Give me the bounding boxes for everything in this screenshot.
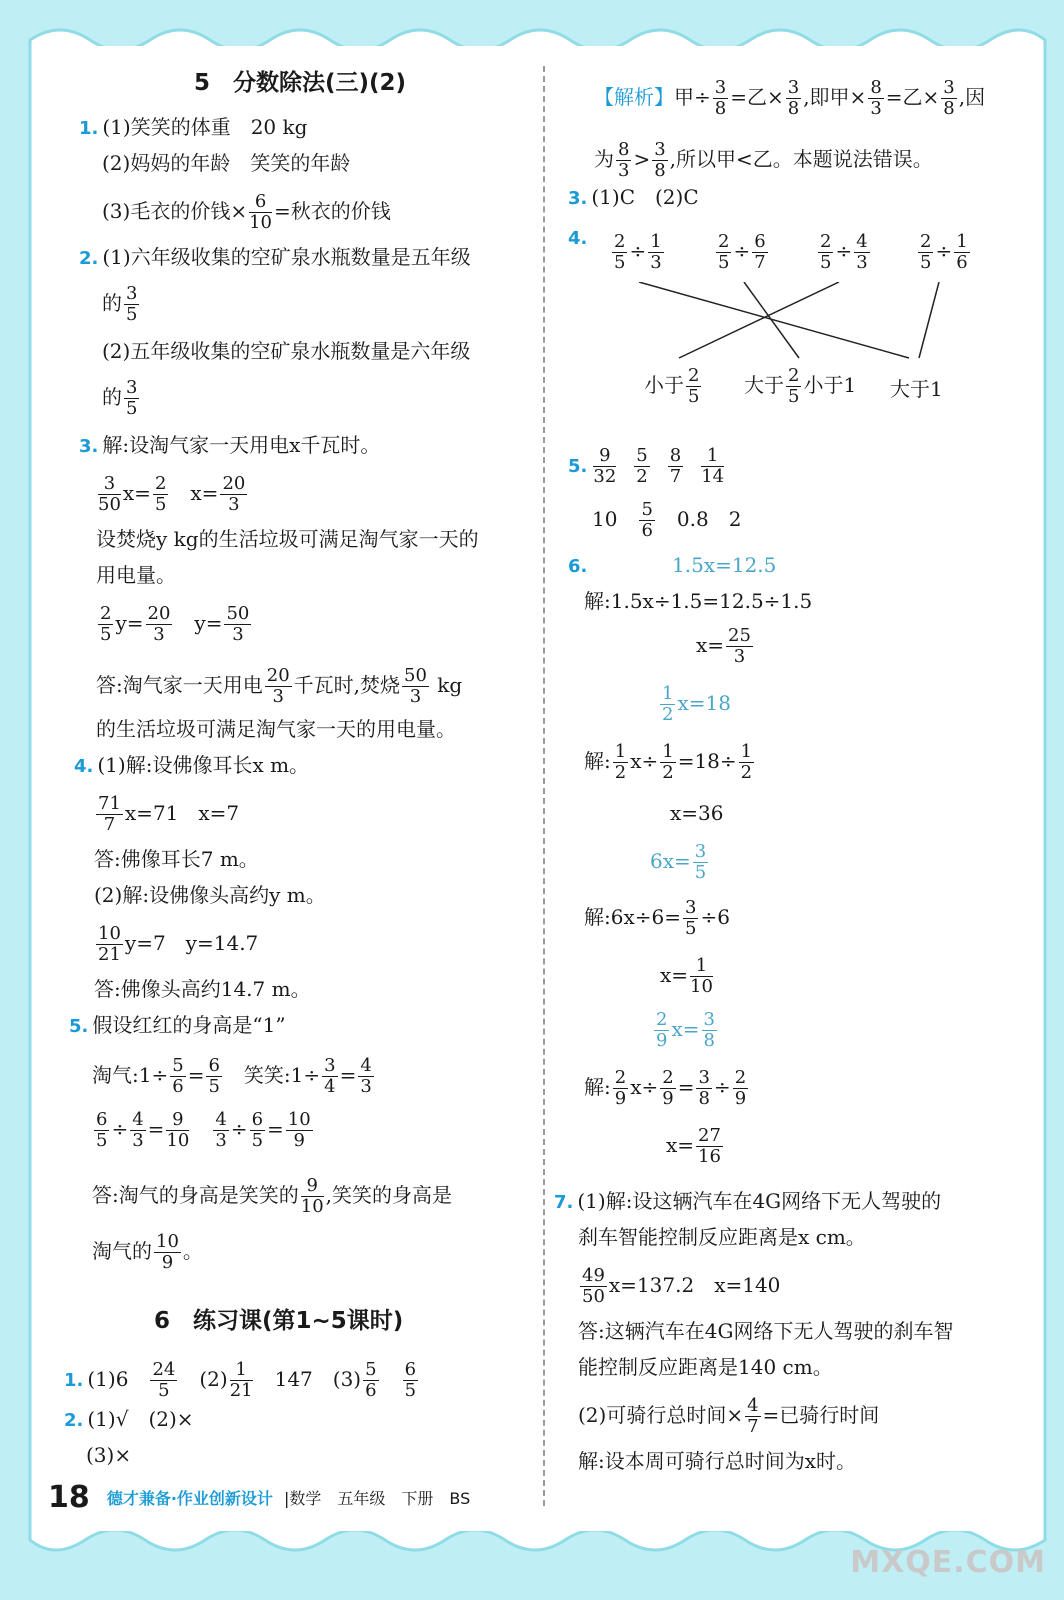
q4-expression: $\frac{2}{5}$ ÷ $\frac{1}{3}$ bbox=[614, 231, 662, 273]
page-footer bbox=[48, 1480, 470, 1520]
q6-step3: 解:6x÷6= $\frac{3}{5}$ ÷6 bbox=[584, 897, 730, 939]
q4-line2: (2)解:设佛像头高约y m。 bbox=[94, 883, 326, 907]
section-title: 5 分数除法(三)(2) bbox=[194, 70, 407, 96]
q6-result4: x= $\frac{27}{16}$ bbox=[666, 1125, 721, 1167]
q3-eq2: $\frac{2}{5}$ y= $\frac{20}{3}$ y= $\frac{50}{3}$ bbox=[100, 603, 250, 645]
s6-q1: 1. (1)6 $\frac{24}{5}$ (2) $\frac{1}{21}$ 147 (3) $\frac{5}{6}$ $\frac{6}{5}$ bbox=[64, 1359, 417, 1401]
match-line-3 bbox=[679, 282, 839, 358]
q3-right: 3. (1)C (2)C bbox=[568, 185, 699, 209]
s6-q2-line2: (3)× bbox=[86, 1443, 132, 1467]
q7-answer1: 答:这辆汽车在4G网络下无人驾驶的刹车智 bbox=[578, 1319, 954, 1343]
q6-result2: x=36 bbox=[670, 801, 724, 825]
match-line-2 bbox=[744, 282, 799, 358]
q2-line3: (2)五年级收集的空矿泉水瓶数量是六年级 bbox=[102, 339, 471, 363]
q7-part2: (2)可骑行总时间× $\frac{4}{7}$ =已骑行时间 bbox=[578, 1395, 880, 1437]
q7-line1: 7. (1)解:设这辆汽车在4G网络下无人驾驶的 bbox=[554, 1189, 942, 1213]
page-number: 18 bbox=[48, 1480, 90, 1515]
q1-line3: (3)毛衣的价钱× $\frac{6}{10}$ =秋衣的价钱 bbox=[102, 191, 391, 233]
q6-hint2: $\frac{1}{2}$ x=18 bbox=[662, 683, 731, 725]
q3-line2: 设焚烧y kg的生活垃圾可满足淘气家一天的 bbox=[96, 527, 479, 551]
q5-line3: $\frac{6}{5}$ ÷ $\frac{4}{3}$ = $\frac{9}{10}$ $\frac{4}{3}$ ÷ $\frac{6}{5}$ = $\frac{10}{9}$ bbox=[96, 1109, 311, 1151]
q4-expression: $\frac{2}{5}$ ÷ $\frac{6}{7}$ bbox=[718, 231, 766, 273]
q6-hint4: $\frac{2}{9}$ x= $\frac{3}{8}$ bbox=[656, 1009, 715, 1051]
q4-eq2: $\frac{10}{21}$ y=7 y=14.7 bbox=[98, 923, 259, 965]
q2-line1: 2. (1)六年级收集的空矿泉水瓶数量是五年级 bbox=[79, 245, 471, 269]
matching-lines bbox=[634, 282, 964, 372]
match-line-1 bbox=[639, 282, 909, 358]
q6-step2: 解: $\frac{1}{2}$ x÷ $\frac{1}{2}$ =18÷ $\frac{1}{2}$ bbox=[584, 741, 753, 783]
brand-name: 德才兼备·作业创新设计 bbox=[106, 1489, 273, 1508]
q3-line3: 用电量。 bbox=[96, 563, 176, 587]
q3-answer2: 的生活垃圾可满足淘气家一天的用电量。 bbox=[96, 717, 456, 741]
q1-line2: (2)妈妈的年龄 笑笑的年龄 bbox=[102, 151, 351, 175]
q5-line1: 5. 假设红红的身高是“1” bbox=[69, 1013, 286, 1037]
category-between: 大于 $\frac{2}{5}$ 小于1 bbox=[744, 365, 857, 407]
book-meta: |数学 五年级 下册 BS bbox=[284, 1489, 471, 1508]
q5-fraction: $\frac{8}{7}$ bbox=[669, 445, 682, 487]
q4-line1: 4. (1)解:设佛像耳长x m。 bbox=[74, 753, 310, 777]
match-line-4 bbox=[919, 282, 939, 358]
q5-right-row2: 10 $\frac{5}{6}$ 0.8 2 bbox=[592, 499, 742, 541]
q5-fraction: $\frac{5}{2}$ bbox=[636, 445, 648, 487]
q4-expression: $\frac{2}{5}$ ÷ $\frac{4}{3}$ bbox=[820, 231, 868, 273]
q7-answer2: 能控制反应距离是140 cm。 bbox=[578, 1355, 833, 1379]
watermark: MXQE.COM bbox=[850, 1545, 1046, 1580]
q7-eq: $\frac{49}{50}$ x=137.2 x=140 bbox=[582, 1265, 781, 1307]
q6-result1: x= $\frac{25}{3}$ bbox=[696, 625, 751, 667]
q7-part2-solution: 解:设本周可骑行总时间为x时。 bbox=[578, 1449, 857, 1473]
q4-right-num: 4. bbox=[568, 228, 588, 249]
q5-answer1: 答:淘气的身高是笑笑的 $\frac{9}{10}$ ,笑笑的身高是 bbox=[92, 1175, 453, 1217]
q3-line1: 3. 解:设淘气家一天用电x千瓦时。 bbox=[79, 433, 381, 457]
q5-fraction: $\frac{9}{32}$ bbox=[593, 445, 617, 487]
s6-q2-line1: 2. (1)√ (2)× bbox=[64, 1407, 194, 1431]
q6-result3: x= $\frac{1}{10}$ bbox=[660, 955, 713, 997]
q4-answer2: 答:佛像头高约14.7 m。 bbox=[94, 977, 311, 1001]
q4-expression: $\frac{2}{5}$ ÷ $\frac{1}{6}$ bbox=[920, 231, 968, 273]
q6-step1: 解:1.5x÷1.5=12.5÷1.5 bbox=[584, 589, 813, 613]
q5-fraction: $\frac{1}{14}$ bbox=[701, 445, 725, 487]
page-content bbox=[44, 46, 1034, 1531]
q3-eq1: $\frac{3}{50}$ x= $\frac{2}{5}$ x= $\frac{20}{3}$ bbox=[98, 473, 246, 515]
q3-answer1: 答:淘气家一天用电 $\frac{20}{3}$ 千瓦时,焚烧 $\frac{50}{3}$ kg bbox=[96, 665, 463, 707]
category-less-than: 小于 $\frac{2}{5}$ bbox=[644, 365, 700, 407]
q5-right-row1: 5. $\frac{9}{32}$ $\frac{5}{2}$ $\frac{8}{7}$ $\frac{1}{14}$ bbox=[568, 445, 725, 487]
q2-line4: 的 $\frac{3}{5}$ bbox=[102, 377, 138, 419]
q6-step4: 解: $\frac{2}{9}$ x÷ $\frac{2}{9}$ = $\frac{3}{8}$ ÷ $\frac{2}{9}$ bbox=[584, 1067, 747, 1109]
category-greater: 大于1 bbox=[890, 377, 943, 401]
q4-eq1: $\frac{71}{7}$ x=71 x=7 bbox=[98, 793, 240, 835]
q7-line2: 刹车智能控制反应距离是x cm。 bbox=[578, 1225, 866, 1249]
q6-num: 6. bbox=[568, 556, 588, 577]
q1-line1: 1. (1)笑笑的体重 20 kg bbox=[79, 115, 308, 139]
section-title-6: 6 练习课(第1~5课时) bbox=[154, 1308, 404, 1334]
q5-answer2: 淘气的 $\frac{10}{9}$ 。 bbox=[92, 1231, 203, 1273]
q5-line2: 淘气:1÷ $\frac{5}{6}$ = $\frac{6}{5}$ 笑笑:1÷ $\frac{3}{4}$ = $\frac{4}{3}$ bbox=[92, 1055, 372, 1097]
analysis-line1: 【解析】甲÷ $\frac{3}{8}$ =乙× $\frac{3}{8}$ ,即甲× $\frac{8}{3}$ =乙× $\frac{3}{8}$ ,因 bbox=[594, 77, 986, 119]
q4-answer1: 答:佛像耳长7 m。 bbox=[94, 847, 259, 871]
analysis-line2: 为 $\frac{8}{3}$ > $\frac{3}{8}$ ,所以甲<乙。本题说法错误。 bbox=[594, 139, 933, 181]
q2-line2: 的 $\frac{3}{5}$ bbox=[102, 283, 138, 325]
q6-hint1: 1.5x=12.5 bbox=[672, 553, 777, 577]
column-divider bbox=[543, 66, 545, 1506]
q6-hint3: 6x= $\frac{3}{5}$ bbox=[650, 841, 707, 883]
